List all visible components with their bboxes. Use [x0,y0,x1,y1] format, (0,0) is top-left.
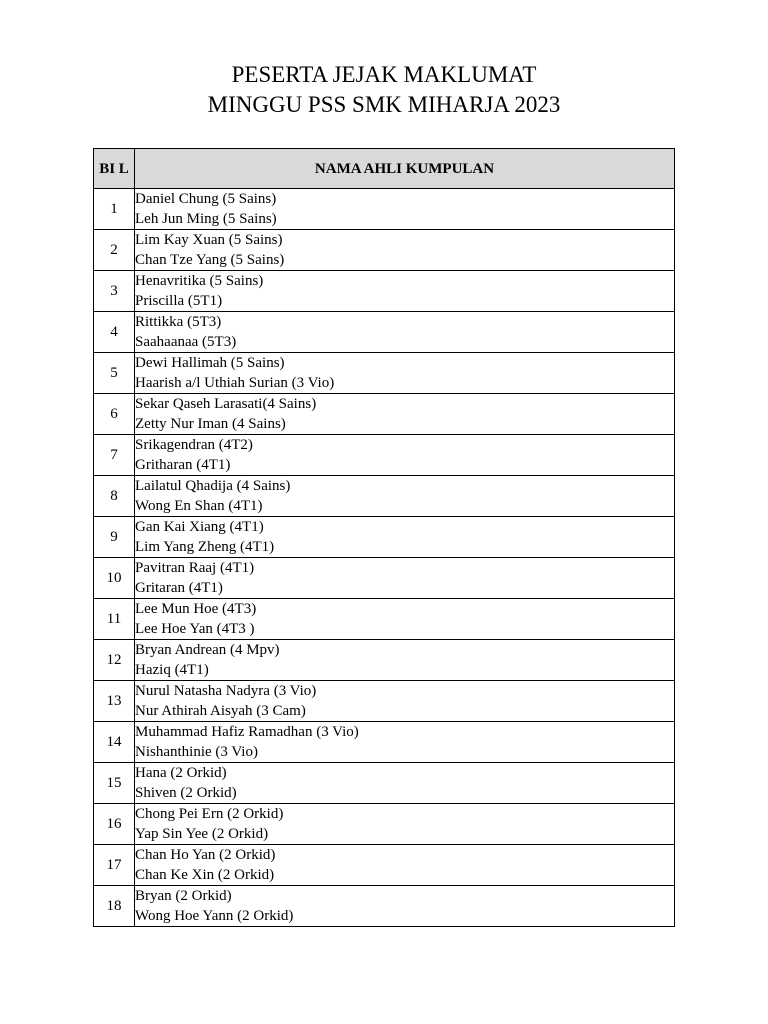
group-members [135,230,675,271]
member-name: Nurul Natasha Nadyra (3 Vio) [135,683,317,699]
member-name: Lee Mun Hoe (4T3) [135,601,257,617]
table-row [94,230,675,271]
member-name: Yap Sin Yee (2 Orkid) [135,826,269,842]
group-members [135,517,675,558]
table-row [94,558,675,599]
group-members [135,189,675,230]
member-name: Bryan Andrean (4 Mpv) [135,642,280,658]
member-name: Zetty Nur Iman (4 Sains) [135,416,286,432]
page-title [0,60,768,120]
member-name: Chong Pei Ern (2 Orkid) [135,806,284,822]
member-name: Haarish a/l Uthiah Surian (3 Vio) [135,375,335,391]
member-name: Wong Hoe Yann (2 Orkid) [135,908,294,924]
group-members [135,271,675,312]
table-body [94,189,675,927]
member-name: Gritaran (4T1) [135,580,223,596]
member-name: Hana (2 Orkid) [135,765,227,781]
table-row [94,394,675,435]
row-number: 6 [94,394,135,435]
row-number: 13 [94,681,135,722]
row-number: 5 [94,353,135,394]
group-members [135,394,675,435]
group-members [135,435,675,476]
group-members [135,763,675,804]
member-name: Muhammad Hafiz Ramadhan (3 Vio) [135,724,359,740]
table-row [94,189,675,230]
table-row [94,435,675,476]
table-row [94,271,675,312]
member-name: Leh Jun Ming (5 Sains) [135,211,277,227]
group-members [135,476,675,517]
table-row [94,804,675,845]
title-line-2: MINGGU PSS SMK MIHARJA 2023 [207,92,561,117]
member-name: Daniel Chung (5 Sains) [135,191,277,207]
member-name: Priscilla (5T1) [135,293,223,309]
table-row [94,476,675,517]
row-number: 18 [94,886,135,927]
member-name: Shiven (2 Orkid) [135,785,237,801]
row-number: 3 [94,271,135,312]
row-number: 9 [94,517,135,558]
row-number: 11 [94,599,135,640]
row-number: 8 [94,476,135,517]
member-name: Chan Tze Yang (5 Sains) [135,252,285,268]
table-row [94,886,675,927]
member-name: Sekar Qaseh Larasati(4 Sains) [135,396,317,412]
member-name: Saahaanaa (5T3) [135,334,237,350]
member-name: Dewi Hallimah (5 Sains) [135,355,285,371]
member-name: Chan Ke Xin (2 Orkid) [135,867,275,883]
group-members [135,312,675,353]
group-members [135,845,675,886]
member-name: Pavitran Raaj (4T1) [135,560,255,576]
group-members [135,353,675,394]
member-name: Lim Yang Zheng (4T1) [135,539,275,555]
row-number: 7 [94,435,135,476]
member-name: Lee Hoe Yan (4T3 ) [135,621,255,637]
column-header-bil: BI L [94,149,135,189]
table-row [94,845,675,886]
member-name: Haziq (4T1) [135,662,209,678]
group-members [135,558,675,599]
member-name: Rittikka (5T3) [135,314,222,330]
member-name: Chan Ho Yan (2 Orkid) [135,847,276,863]
row-number: 1 [94,189,135,230]
table-row [94,722,675,763]
row-number: 17 [94,845,135,886]
member-name: Lim Kay Xuan (5 Sains) [135,232,283,248]
member-name: Nur Athirah Aisyah (3 Cam) [135,703,306,719]
row-number: 4 [94,312,135,353]
title-line-1: PESERTA JEJAK MAKLUMAT [231,62,537,87]
row-number: 15 [94,763,135,804]
group-members [135,681,675,722]
member-name: Srikagendran (4T2) [135,437,253,453]
row-number: 2 [94,230,135,271]
member-name: Lailatul Qhadija (4 Sains) [135,478,291,494]
member-name: Wong En Shan (4T1) [135,498,263,514]
participants-table [93,148,675,927]
column-header-nama: NAMA AHLI KUMPULAN [135,149,675,189]
row-number: 14 [94,722,135,763]
member-name: Gan Kai Xiang (4T1) [135,519,264,535]
member-name: Gritharan (4T1) [135,457,231,473]
row-number: 12 [94,640,135,681]
table-row [94,517,675,558]
row-number: 10 [94,558,135,599]
group-members [135,886,675,927]
group-members [135,804,675,845]
table-row [94,763,675,804]
table-row [94,353,675,394]
table-row [94,681,675,722]
table-row [94,312,675,353]
table-header-row [94,149,675,189]
group-members [135,722,675,763]
member-name: Henavritika (5 Sains) [135,273,264,289]
group-members [135,640,675,681]
member-name: Bryan (2 Orkid) [135,888,232,904]
table-row [94,599,675,640]
group-members [135,599,675,640]
table-row [94,640,675,681]
member-name: Nishanthinie (3 Vio) [135,744,258,760]
row-number: 16 [94,804,135,845]
